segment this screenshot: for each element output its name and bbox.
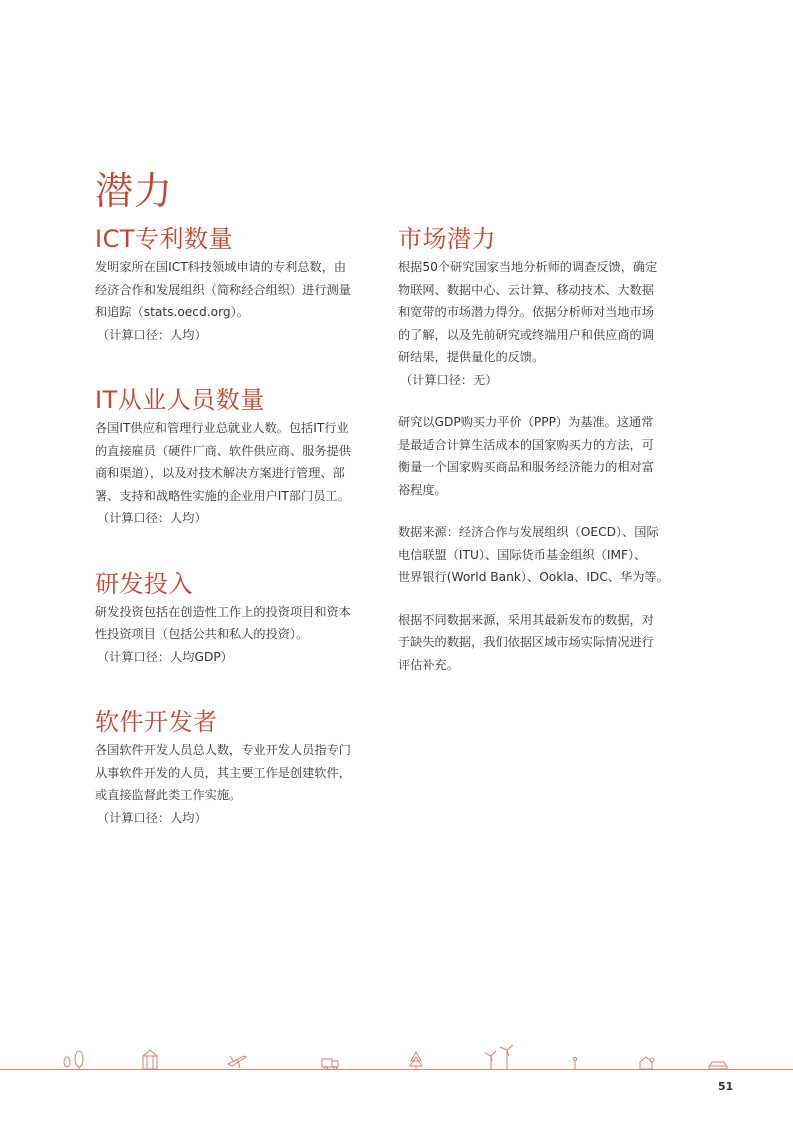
calculation-basis: （计算口径：人均）	[97, 810, 207, 825]
body-line: 研发投资包括在创造性工作上的投资项目和资本	[95, 604, 351, 619]
section-heading: 软件开发者	[95, 708, 218, 736]
body-line: 商和渠道），以及对技术解决方案进行管理、部	[95, 466, 345, 480]
body-line: 的了解，以及先前研究或终端用户和供应商的调	[398, 327, 654, 342]
body-line: 是最适合计算生活成本的国家购买力的方法，可	[398, 437, 654, 452]
wind-turbine-icon	[485, 1045, 513, 1069]
truck-icon	[322, 1059, 338, 1070]
body-line: 的直接雇员（硬件厂商、软件供应商、服务提供	[95, 443, 351, 458]
body-line: 各国软件开发人员总人数，专业开发人员指专门	[95, 743, 351, 757]
body-line: 署、支持和战略性实施的企业用户IT部门员工。	[95, 488, 350, 503]
section-rd-investment	[95, 567, 385, 669]
airplane-icon	[228, 1056, 246, 1068]
body-line: 或直接监督此类工作实施。	[95, 788, 242, 802]
trees-icon	[64, 1051, 83, 1069]
section-market-potential	[398, 222, 688, 676]
body-line: 和追踪（stats.oecd.org）。	[95, 305, 249, 319]
calculation-basis: （计算口径：无）	[400, 372, 498, 387]
body-line: 衡量一个国家购买商品和服务经济能力的相对富	[398, 460, 654, 474]
calculation-basis: （计算口径：人均GDP）	[97, 649, 233, 664]
body-line: 研结果，提供量化的反馈。	[398, 350, 545, 364]
calculation-basis: （计算口径：人均）	[97, 511, 207, 525]
body-line: 各国IT供应和管理行业总就业人数。包括IT行业	[95, 421, 349, 435]
calculation-basis: （计算口径：人均）	[97, 327, 207, 342]
car-icon	[709, 1062, 727, 1069]
page-title: 潜力	[95, 169, 174, 213]
paragraph-ppp	[398, 411, 688, 501]
body-line: 评估补充。	[398, 657, 459, 672]
section-heading: 市场潜力	[398, 225, 496, 253]
house-icon	[640, 1057, 654, 1069]
body-line: 世界银行(World Bank）、Ookla、IDC、华为等。	[398, 570, 669, 584]
body-line: 根据50个研究国家当地分析师的调查反馈，确定	[398, 260, 658, 274]
page-number: 51	[718, 1080, 734, 1093]
section-software-developers	[95, 705, 385, 829]
body-line: 于缺失的数据，我们依据区域市场实际情况进行	[398, 635, 654, 649]
section-heading: IT从业人员数量	[95, 386, 265, 414]
body-line: 发明家所在国ICT科技领域申请的专利总数，由	[95, 260, 347, 274]
body-line: 电信联盟（ITU）、国际货币基金组织（IMF）、	[398, 547, 647, 562]
body-line: 根据不同数据来源，采用其最新发布的数据，对	[398, 612, 654, 627]
body-line: 研究以GDP购买力平价（PPP）为基准。这通常	[398, 415, 654, 429]
building-icon	[143, 1050, 157, 1069]
body-line: 数据来源：经济合作与发展组织（OECD）、国际	[398, 525, 659, 539]
section-heading: ICT专利数量	[95, 225, 233, 253]
section-heading: 研发投入	[95, 569, 193, 598]
footer-icon-strip	[0, 1044, 793, 1074]
paragraph-missing-data	[398, 609, 688, 677]
section-it-workforce	[95, 383, 385, 530]
left-column	[95, 222, 385, 829]
body-line: 经济合作和发展组织（简称经合组织）进行测量	[95, 282, 351, 297]
body-line: 裕程度。	[398, 482, 447, 497]
section-ict-patents	[95, 222, 385, 346]
body-line: 性投资项目（包括公共和私人的投资）。	[95, 627, 309, 641]
body-line: 从事软件开发的人员，其主要工作是创建软件，	[95, 765, 351, 780]
right-column	[398, 222, 688, 676]
body-line: 和宽带的市场潜力得分。依据分析师对当地市场	[398, 305, 654, 319]
body-line: 物联网、数据中心、云计算、移动技术、大数据	[398, 282, 654, 297]
paragraph-data-sources	[398, 521, 688, 589]
person-icon	[574, 1058, 577, 1070]
pine-tree-icon	[410, 1052, 422, 1069]
